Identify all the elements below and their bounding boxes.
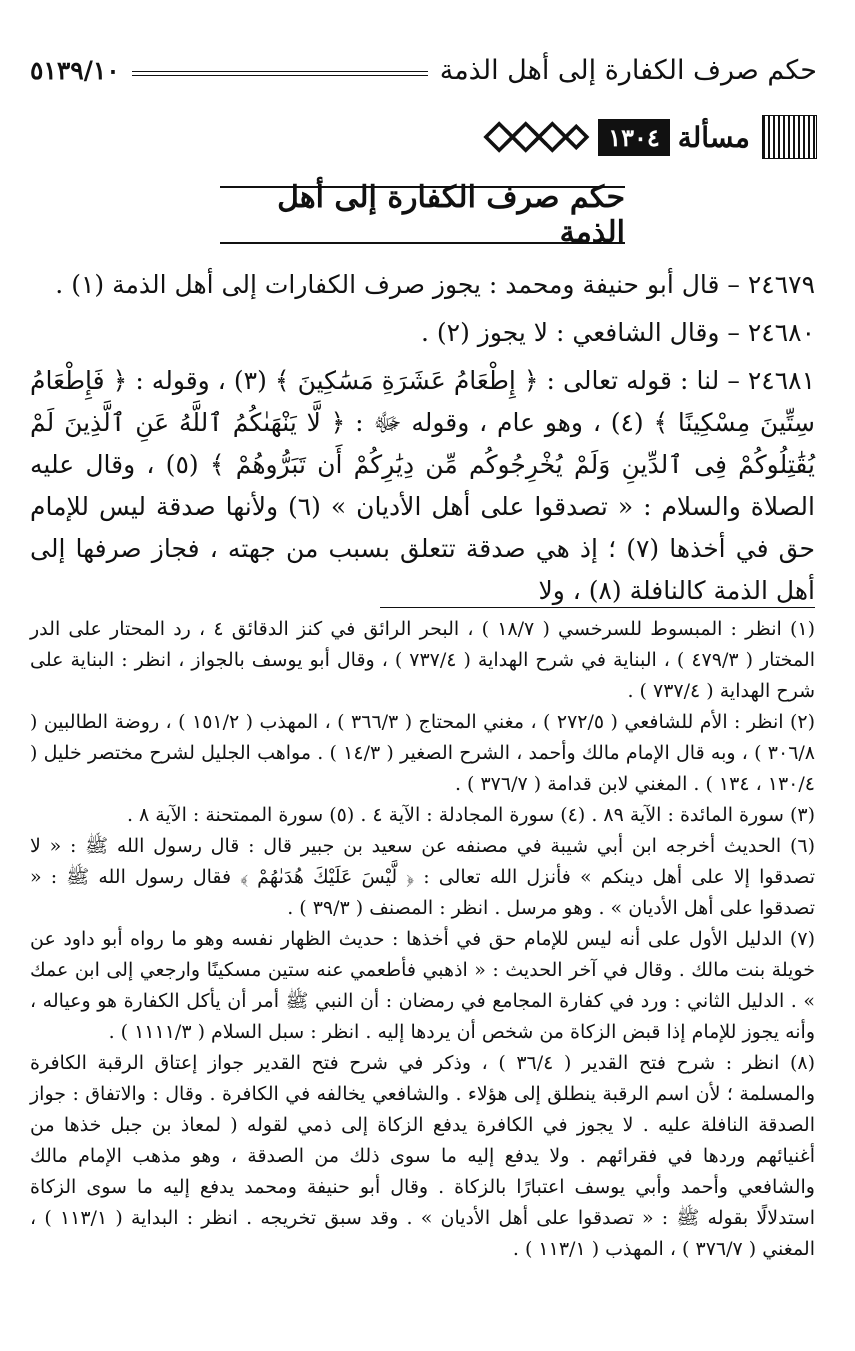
page-reference: ٥١٣٩/١٠ [30, 55, 120, 85]
masala-banner [477, 112, 817, 162]
main-text [30, 264, 815, 618]
running-header-rule [132, 71, 428, 76]
footnotes [30, 614, 815, 1265]
barcode-ornament-icon [762, 115, 817, 159]
chapter-title: حكم صرف الكفارة إلى أهل الذمة [277, 180, 625, 250]
chapter-heading [220, 180, 625, 250]
paragraph-24681: ٢٤٦٨١ – لنا : قوله تعالى : ﴿ إِطْعَامُ عَشَرَةِ مَسَٰكِينَ ﴾ (٣) ، وقوله : ﴿ فَإِطْعَامُ سِتِّينَ مِسْكِينًا ﴾ (٤) ، وهو عام ، وقوله ﷻ : ﴿ لَّا يَنْهَىٰكُمُ ٱللَّهُ عَنِ ٱلَّذِينَ لَمْ يُقَٰتِلُوكُمْ فِى ٱلدِّينِ وَلَمْ يُخْرِجُوكُم مِّن دِيَٰرِكُمْ أَن تَبَرُّوهُمْ ﴾ (٥) ، وقال عليه الصلاة والسلام : « تصدقوا على أهل الأديان » (٦) ولأنها صدقة ليس للإمام حق في أخذها (٧) ؛ إذ هي صدقة تتعلق بسبب من جهته ، فجاز صرفها إلى أهل الذمة كالنافلة (٨) ، ولا [30, 366, 815, 605]
running-header-title: حكم صرف الكفارة إلى أهل الذمة [439, 54, 817, 86]
running-header [30, 50, 817, 90]
geometric-ornament-icon [477, 112, 592, 162]
footnote-3-4-5: (٣) سورة المائدة : الآية ٨٩ . (٤) سورة المجادلة : الآية ٤ . (٥) سورة الممتحنة : الآية ٨ . [126, 804, 815, 826]
masala-number: ١٣٠٤ [598, 119, 670, 156]
footnote-separator [380, 607, 815, 608]
paragraph-24679: ٢٤٦٧٩ – قال أبو حنيفة ومحمد : يجوز صرف الكفارات إلى أهل الذمة (١) . [55, 270, 815, 299]
masala-label: مسألة [677, 120, 750, 154]
footnote-6: (٦) الحديث أخرجه ابن أبي شيبة في مصنفه عن سعيد بن جبير قال : قال رسول الله ﷺ : « لا تصدقوا إلا على أهل دينكم » فأنزل الله تعالى : ﴿ لَّيْسَ عَلَيْكَ هُدَىٰهُمْ ﴾ فقال رسول الله ﷺ : « تصدقوا على أهل الأديان » . وهو مرسل . انظر : المصنف ( ٣٩/٣ ) . [30, 835, 815, 919]
footnote-8: (٨) انظر : شرح فتح القدير ( ٣٦/٤ ) ، وذكر في شرح فتح القدير جواز إعتاق الرقبة الكافرة والمسلمة ؛ لأن اسم الرقبة ينطلق إلى هؤلاء . والشافعي يخالفه في الكافرة . وقال : والاتفاق : جواز الصدقة النافلة عليه . لا يجوز في الكافرة يدفع الزكاة إلى ذمي لقوله ( لمعاذ بن جبل خذها من أغنيائهم وردها في فقرائهم . ولا يدفع إليه ما سوى ذلك من الصدقة ، وهو مذهب الإمام مالك والشافعي وأحمد وأبي يوسف اعتبارًا بالزكاة . وقال أبو حنيفة ومحمد يدفع إليه ما سوى الزكاة استدلالًا بقوله ﷺ : « تصدقوا على أهل الأديان » . وقد سبق تخريجه . انظر : البداية ( ١١٣/١ ) ، المغني ( ٣٧٦/٧ ) ، المهذب ( ١١٣/١ ) . [30, 1052, 816, 1260]
footnote-1: (١) انظر : المبسوط للسرخسي ( ١٨/٧ ) ، البحر الرائق في كنز الدقائق ٤ ، رد المحتار على الدر المختار ( ٤٧٩/٣ ) ، البناية في شرح الهداية ( ٧٣٧/٤ ) ، وقال أبو يوسف بالجواز ، انظر : البناية على شرح الهداية ( ٧٣٧/٤ ) . [30, 618, 815, 702]
footnote-2: (٢) انظر : الأم للشافعي ( ٢٧٢/٥ ) ، مغني المحتاج ( ٣٦٦/٣ ) ، المهذب ( ١٥١/٢ ) ، روضة الطالبين ( ٣٠٦/٨ ) ، وبه قال الإمام مالك وأحمد ، الشرح الصغير ( ١٤/٣ ) . مواهب الجليل لشرح مختصر خليل ( ١٣٠/٤ ، ١٣٤ ) . المغني لابن قدامة ( ٣٧٦/٧ ) . [30, 711, 816, 795]
footnote-7: (٧) الدليل الأول على أنه ليس للإمام حق في أخذها : حديث الظهار نفسه وهو ما رواه أبو داود عن خويلة بنت مالك . وقال في آخر الحديث : « اذهبي فأطعمي عنه ستين مسكينًا وارجعي إلى ابن عمك » . الدليل الثاني : ورد في كفارة المجامع في رمضان : أن النبي ﷺ أمر أن يأكل الكفارة هو وعياله ، وأنه يجوز للإمام إذا قبض الزكاة من شخص أن يردها إليه . انظر : سبل السلام ( ١١١١/٣ ) . [30, 928, 815, 1043]
paragraph-24680: ٢٤٦٨٠ – وقال الشافعي : لا يجوز (٢) . [420, 318, 815, 347]
